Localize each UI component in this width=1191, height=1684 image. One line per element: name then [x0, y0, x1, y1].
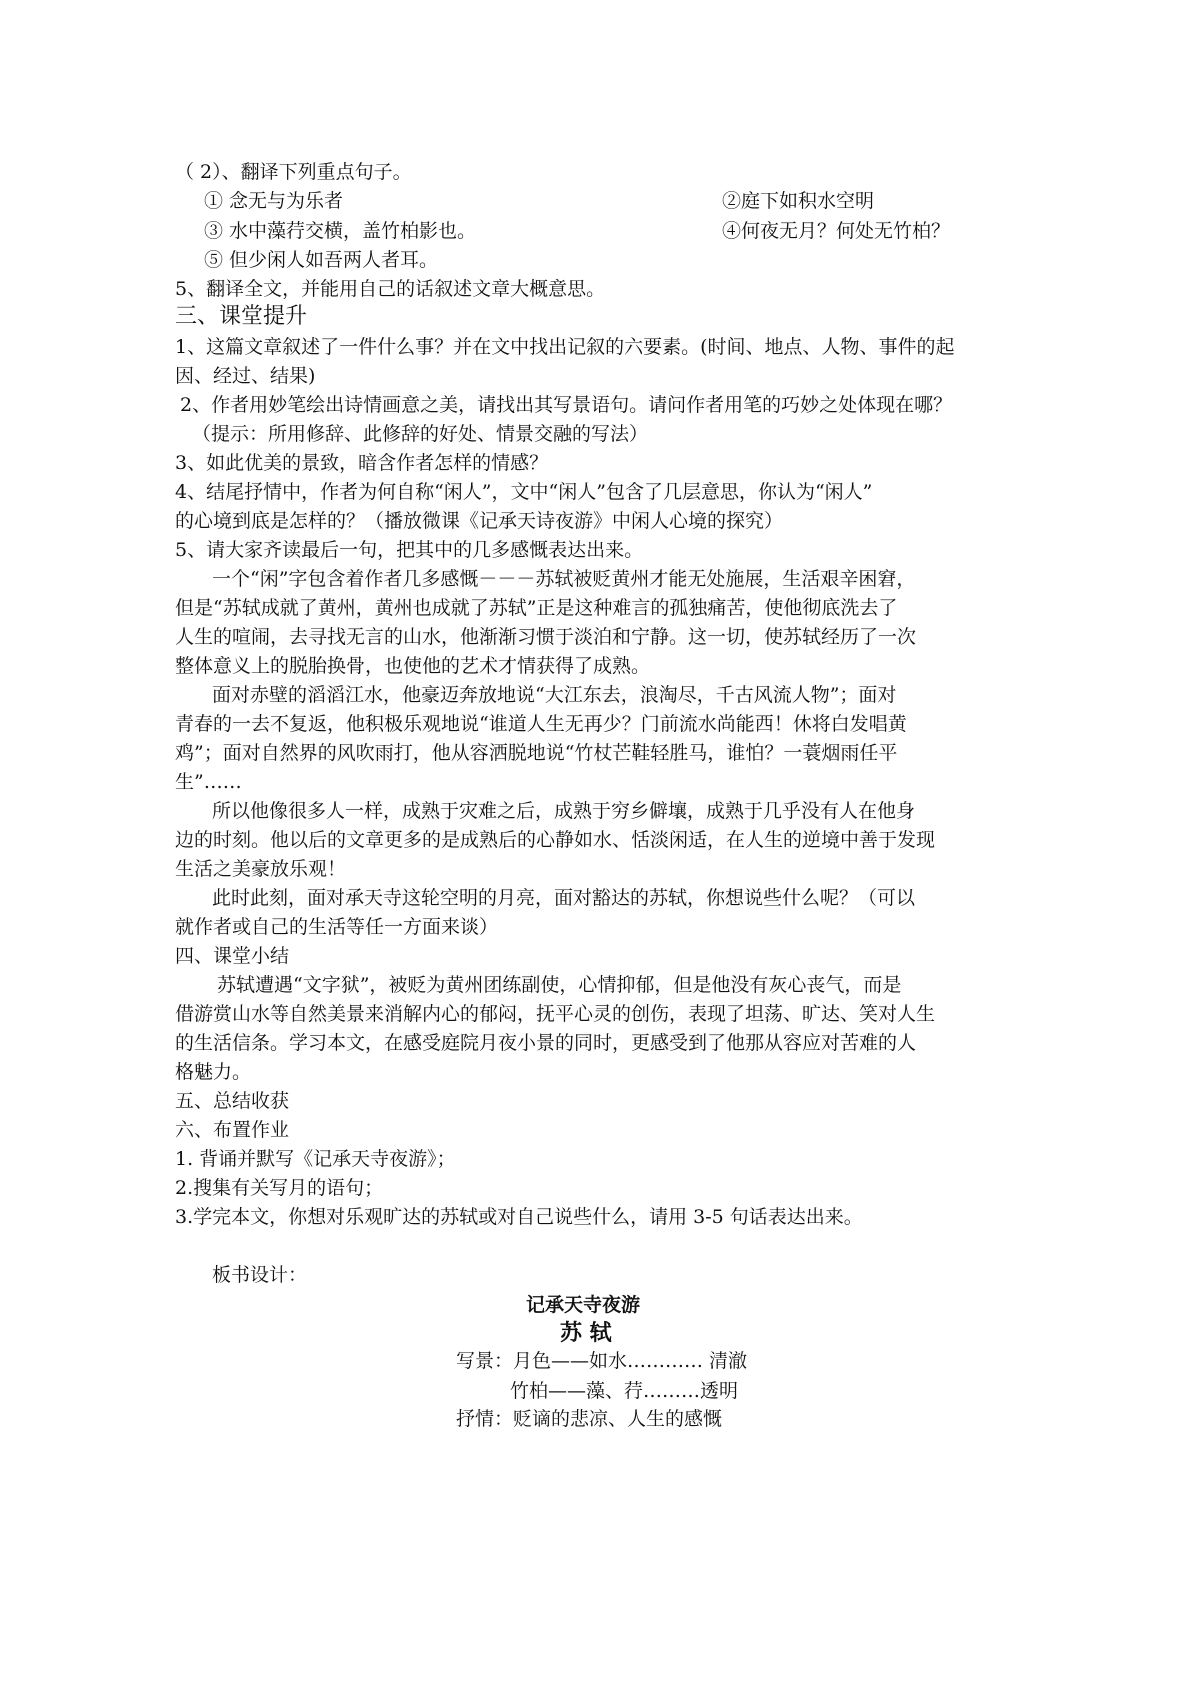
sentence-3: ③ 水中藻荇交横，盖竹柏影也。	[204, 220, 477, 242]
sentence-4: ④何夜无月？何处无竹柏？	[722, 220, 951, 242]
board-title: 记承天寺夜游	[526, 1294, 641, 1316]
sec3-q2-line1: 2、作者用妙笔绘出诗情画意之美，请找出其写景语句。请问作者用笔的巧妙之处体现在哪？	[180, 394, 953, 416]
sec3-q3: 3、如此优美的景致，暗含作者怎样的情感？	[175, 452, 549, 474]
summary-line3: 的生活信条。学习本文，在感受庭院月夜小景的同时，更感受到了他那从容应对苦难的人	[175, 1032, 917, 1054]
para3-line3: 生活之美豪放乐观！	[175, 858, 347, 880]
para4-line1: 此时此刻，面对承天寺这轮空明的月亮，面对豁达的苏轼，你想说些什么呢？（可以	[212, 887, 916, 909]
sec3-q5: 5、请大家齐读最后一句，把其中的几多感慨表达出来。	[175, 539, 644, 561]
para1-line2: 但是“苏轼成就了黄州，黄州也成就了苏轼”正是这种难言的孤独痛苦，使他彻底洗去了	[175, 597, 898, 619]
board-author: 苏 轼	[560, 1320, 612, 1346]
para2-line4: 生”……	[175, 771, 242, 793]
homework-2: 2.搜集有关写月的语句；	[175, 1177, 384, 1199]
para3-line2: 边的时刻。他以后的文章更多的是成熟后的心静如水、恬淡闲适，在人生的逆境中善于发现	[175, 829, 936, 851]
homework-1: 1. 背诵并默写《记承天寺夜游》；	[175, 1148, 456, 1170]
section-6-heading: 六、布置作业	[175, 1119, 290, 1141]
sec3-q1-line1: 1、这篇文章叙述了一件什么事？并在文中找出记叙的六要素。(时间、地点、人物、事件的起	[175, 336, 955, 358]
task-5: 5、翻译全文，并能用自己的话叙述文章大概意思。	[175, 278, 606, 300]
board-row-3: 抒情：贬谪的悲凉、人生的感慨	[456, 1408, 723, 1430]
board-row-1: 写景：月色——如水………… 清澈	[456, 1350, 748, 1372]
sentence-1: ① 念无与为乐者	[204, 190, 344, 212]
sec3-q2-line2: （提示：所用修辞、此修辞的好处、情景交融的写法）	[192, 423, 649, 445]
para1-line3: 人生的喧闹，去寻找无言的山水，他渐渐习惯于淡泊和宁静。这一切，使苏轼经历了一次	[175, 626, 917, 648]
sec3-q4-line1: 4、结尾抒情中，作者为何自称“闲人”，文中“闲人”包含了几层意思，你认为“闲人”	[175, 481, 873, 503]
sec3-q1-line2: 因、经过、结果)	[175, 365, 316, 387]
para4-line2: 就作者或自己的生活等任一方面来谈）	[175, 916, 499, 938]
para3-line1: 所以他像很多人一样，成熟于灾难之后，成熟于穷乡僻壤，成熟于几乎没有人在他身	[212, 800, 916, 822]
summary-line2: 借游赏山水等自然美景来消解内心的郁闷，抚平心灵的创伤，表现了坦荡、旷达、笑对人生	[175, 1003, 936, 1025]
summary-line1: 苏轼遭遇“文字狱”，被贬为黄州团练副使，心情抑郁，但是他没有灰心丧气，而是	[217, 974, 902, 996]
section-3-heading: 三、课堂提升	[175, 304, 308, 329]
board-design-label: 板书设计：	[212, 1264, 308, 1286]
para1-line4: 整体意义上的脱胎换骨，也使他的艺术才情获得了成熟。	[175, 655, 651, 677]
q2-title: （ 2）、翻译下列重点句子。	[175, 161, 412, 183]
para2-line3: 鸡”；面对自然界的风吹雨打，他从容洒脱地说“竹杖芒鞋轻胜马，谁怕？一蓑烟雨任平	[175, 742, 898, 764]
sec3-q4-line2: 的心境到底是怎样的？（播放微课《记承天诗夜游》中闲人心境的探究）	[175, 510, 784, 532]
summary-line4: 格魅力。	[175, 1061, 252, 1083]
sentence-5: ⑤ 但少闲人如吾两人者耳。	[204, 249, 439, 271]
para2-line2: 青春的一去不复返，他积极乐观地说“谁道人生无再少？门前流水尚能西！休将白发唱黄	[175, 713, 907, 735]
sentence-2: ②庭下如积水空明	[722, 190, 875, 212]
board-row-2: 竹柏——藻、荇………透明	[510, 1380, 739, 1402]
para2-line1: 面对赤壁的滔滔江水，他豪迈奔放地说“大江东去，浪淘尽，千古风流人物”；面对	[212, 684, 897, 706]
homework-3: 3.学完本文，你想对乐观旷达的苏轼或对自己说些什么，请用 3-5 句话表达出来。	[175, 1206, 863, 1228]
section-4-heading: 四、课堂小结	[175, 945, 290, 967]
section-5-heading: 五、总结收获	[175, 1090, 290, 1112]
para1-line1: 一个“闲”字包含着作者几多感慨－－－苏轼被贬黄州才能无处施展，生活艰辛困窘，	[212, 568, 916, 590]
